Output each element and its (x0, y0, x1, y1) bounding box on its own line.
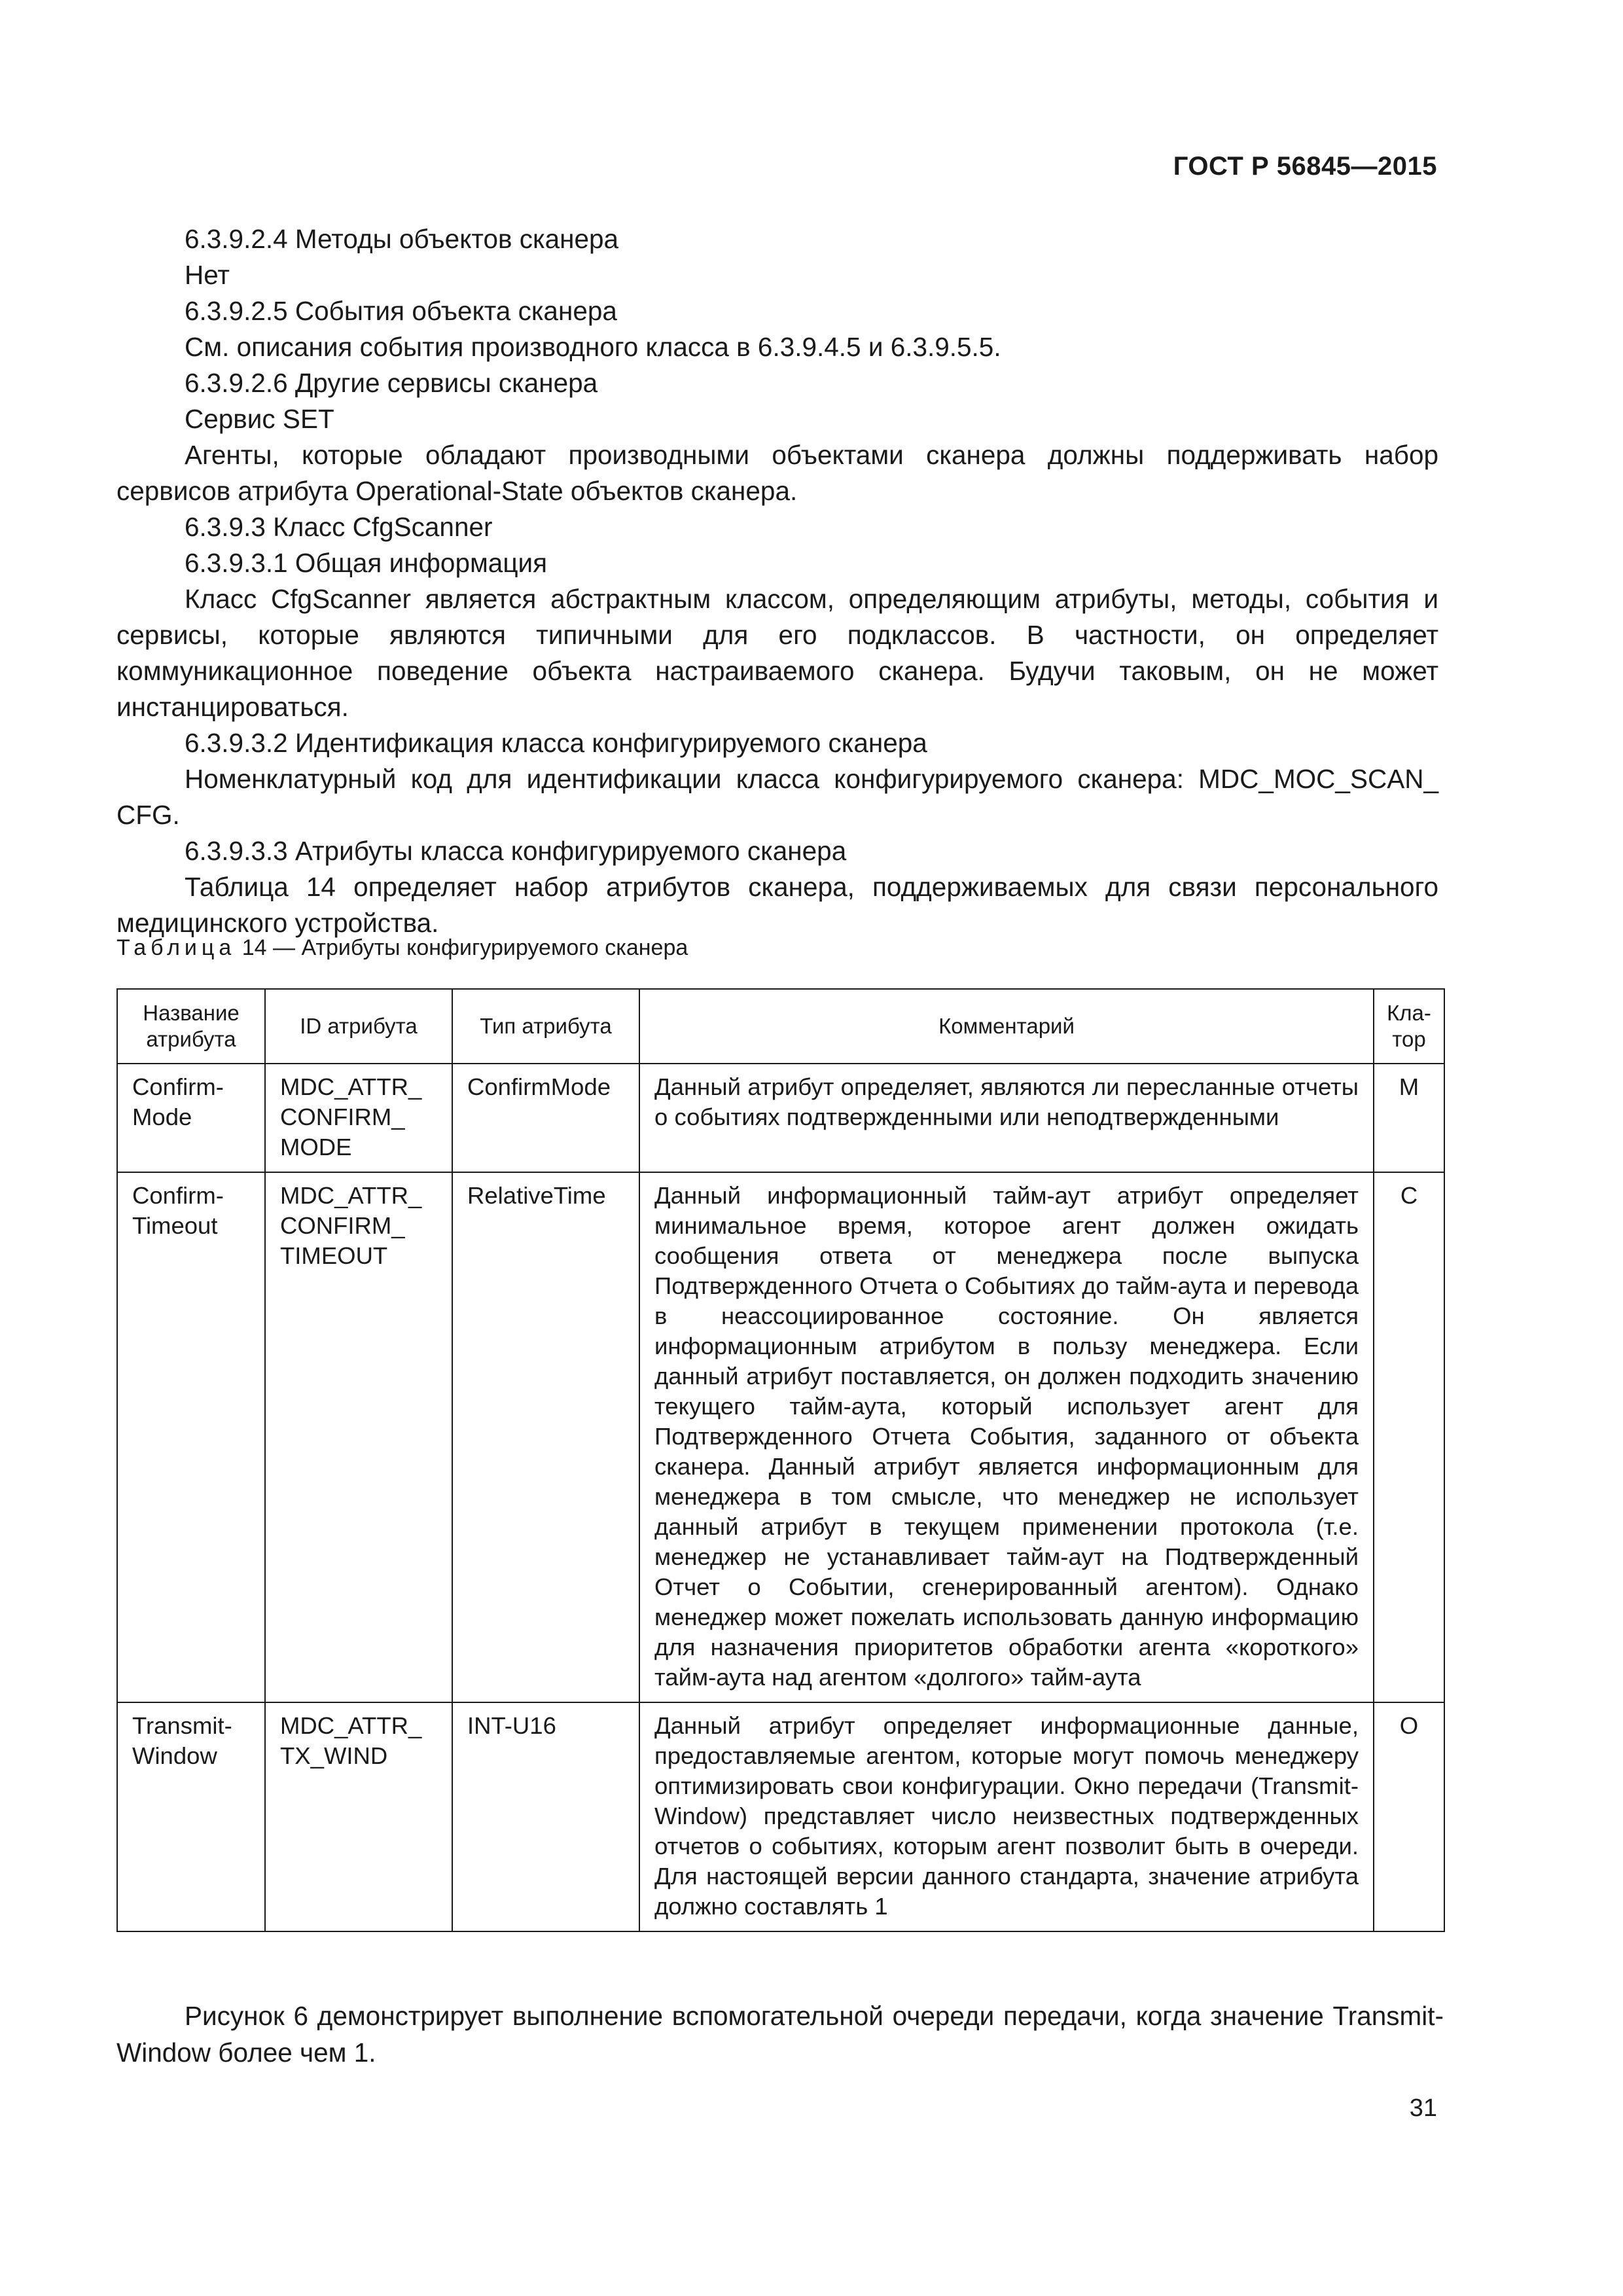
table-header-row (117, 989, 1444, 1064)
cell-attribute-name: Transmit-Window (117, 1702, 265, 1931)
cell-attribute-type: ConfirmMode (452, 1064, 639, 1172)
cell-comment: Данный атрибут определяет информационные данные, предоставляемые агентом, которые могут помочь менеджеру оптимизировать свои конфигурации. Окно передачи (Transmit-Window) представляет число неизвестных подтвержденных отчетов о событиях, которым агент позволит быть в очереди. Для настоящей версии данного стандарта, значение атрибута должно составлять 1 (639, 1702, 1374, 1931)
table-row (117, 1172, 1444, 1702)
cell-attribute-name: Confirm-Mode (117, 1064, 265, 1172)
cell-comment: Данный информационный тайм-аут атрибут определяет минимальное время, которое агент должен ожидать сообщения ответа от менеджера после выпуска Подтвержденного Отчета о Событиях до тайм-аута и перевода в неассоциированное состояние. Он является информационным атрибутом в пользу менеджера. Если данный атрибут поставляется, он должен подходить значению текущего тайм-аута, который использует агент для Подтвержденного Отчета События, заданного от объекта сканера. Данный атрибут является информационным для менеджера в том смысле, что менеджер не использует данный атрибут в текущем применении протокола (т.е. менеджер не устанавливает тайм-аут на Подтвержденный Отчет о Событии, сгенерированный агентом). Однако менеджер может пожелать использовать данную информацию для назначения приоритетов обработки агента «короткого» тайм-аута над агентом «долгого» тайм-аута (639, 1172, 1374, 1702)
section-heading: 6.3.9.2.4 Методы объектов сканера (185, 224, 619, 254)
cell-attribute-id: MDC_ATTR_ CONFIRM_ MODE (265, 1064, 452, 1172)
cell-attribute-id: MDC_ATTR_ TX_WIND (265, 1702, 452, 1931)
cell-qualifier: C (1374, 1172, 1444, 1702)
table-caption-text: 14 — Атрибуты конфигурируемого сканера (241, 935, 688, 960)
cell-qualifier: O (1374, 1702, 1444, 1931)
section-heading: 6.3.9.3 Класс CfgScanner (185, 512, 493, 542)
table-caption (116, 933, 688, 962)
closing-paragraph (116, 1998, 1444, 2071)
header-attribute-type: Тип атрибута (452, 989, 639, 1064)
header-attribute-id: ID атрибута (265, 989, 452, 1064)
table-row (117, 1064, 1444, 1172)
body-text (116, 221, 1438, 941)
section-heading: 6.3.9.3.1 Общая информация (185, 548, 548, 578)
cell-comment: Данный атрибут определяет, являются ли пересланные отчеты о событиях подтвержденными или неподтвержденными (639, 1064, 1374, 1172)
section-heading: 6.3.9.3.3 Атрибуты класса конфигурируемого сканера (185, 836, 847, 866)
table-row (117, 1702, 1444, 1931)
page-number: 31 (1409, 2094, 1437, 2122)
paragraph: См. описания события производного класса в 6.3.9.4.5 и 6.3.9.5.5. (185, 332, 1001, 362)
cell-attribute-type: RelativeTime (452, 1172, 639, 1702)
cell-attribute-name: Confirm-Timeout (117, 1172, 265, 1702)
header-qualifier: Кла-тор (1374, 989, 1444, 1064)
paragraph: Номенклатурный код для идентификации класса конфигурируемого сканера: MDC_MOC_SCAN_ CFG. (116, 764, 1438, 830)
attributes-table (116, 988, 1445, 1932)
paragraph: Класс CfgScanner является абстрактным классом, определяющим атрибуты, методы, события и сервисы, которые являются типичными для его подклассов. В частности, он определяет коммуникационное поведение объекта настраиваемого сканера. Будучи таковым, он не может инстанцироваться. (116, 584, 1438, 722)
document-standard-header: ГОСТ Р 56845—2015 (1173, 152, 1437, 181)
paragraph: Нет (185, 260, 230, 290)
cell-attribute-type: INT-U16 (452, 1702, 639, 1931)
paragraph: Таблица 14 определяет набор атрибутов сканера, поддерживаемых для связи персонального медицинского устройства. (116, 872, 1438, 938)
paragraph: Агенты, которые обладают производными объектами сканера должны поддерживать набор сервисов атрибута Operational-State объектов сканера. (116, 440, 1438, 506)
cell-attribute-id: MDC_ATTR_ CONFIRM_ TIMEOUT (265, 1172, 452, 1702)
header-attribute-name: Название атрибута (117, 989, 265, 1064)
section-heading: 6.3.9.3.2 Идентификация класса конфигурируемого сканера (185, 728, 927, 758)
table-caption-label: Таблица (116, 935, 236, 960)
section-heading: 6.3.9.2.5 События объекта сканера (185, 296, 617, 326)
header-comment: Комментарий (639, 989, 1374, 1064)
section-heading: 6.3.9.2.6 Другие сервисы сканера (185, 368, 598, 398)
paragraph: Рисунок 6 демонстрирует выполнение вспомогательной очереди передачи, когда значение Transmit-Window более чем 1. (116, 2001, 1444, 2068)
cell-qualifier: M (1374, 1064, 1444, 1172)
paragraph: Сервис SET (185, 404, 334, 434)
